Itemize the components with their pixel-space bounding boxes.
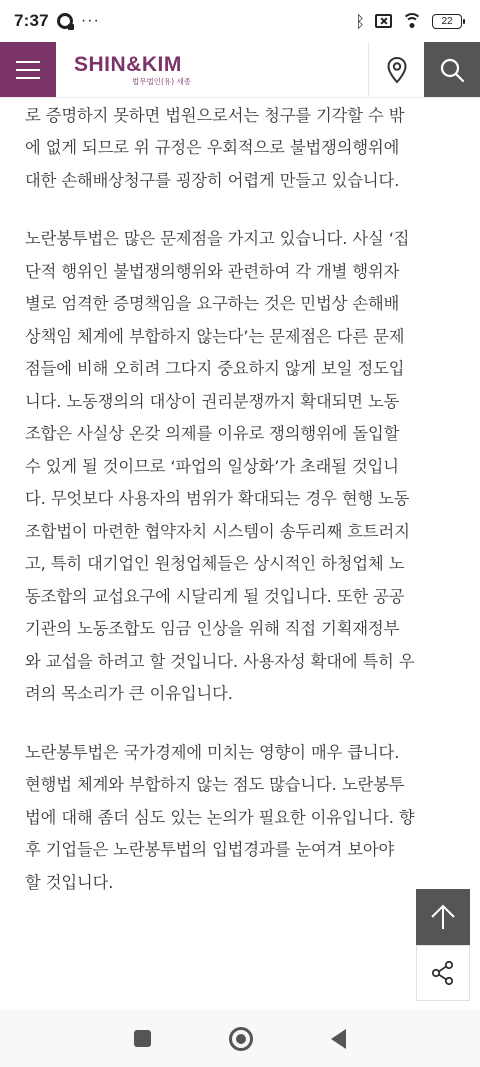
site-logo[interactable]	[56, 42, 368, 97]
paragraph-line: 단적 행위인 불법쟁의행위와 관련하여 각 개별 행위자	[25, 261, 400, 281]
paragraph-line: 법에 대해 좀더 심도 있는 논의가 필요한 이유입니다. 향	[25, 807, 415, 827]
status-time: 7:37	[14, 11, 49, 30]
paragraph-line: 니다. 노동쟁의의 대상이 권리분쟁까지 확대되면 노동	[25, 391, 400, 411]
search-button[interactable]	[424, 42, 480, 97]
arrow-up-icon	[429, 902, 457, 932]
paragraph-line: 려의 목소리가 큰 이유입니다.	[25, 684, 233, 703]
location-button[interactable]	[368, 42, 424, 97]
paragraph-line: 노란봉투법은 국가경제에 미치는 영향이 매우 큽니다.	[25, 742, 400, 762]
paragraph-line: 후 기업들은 노란봉투법의 입법경과를 눈여겨 보아야	[25, 840, 395, 859]
site-header	[0, 42, 480, 97]
menu-icon	[16, 69, 40, 71]
article-paragraph	[25, 97, 455, 197]
status-bar	[0, 0, 480, 42]
logo-sub: 법무법인(유) 세종	[132, 76, 191, 86]
app-notification-icon	[57, 13, 73, 29]
menu-icon	[16, 61, 40, 63]
search-icon	[438, 56, 466, 84]
more-notifications-icon: ···	[80, 12, 100, 29]
paragraph-line: 다. 무엇보다 사용자의 범위가 확대되는 경우 현행 노동	[25, 489, 410, 508]
paragraph-line: 고, 특히 대기업인 원청업체들은 상시적인 하청업체 노	[25, 554, 405, 573]
system-nav-bar	[0, 1010, 480, 1067]
paragraph-line: 수 있게 될 것이므로 ‘파업의 일상화’가 초래될 것입니	[25, 456, 399, 476]
menu-icon	[16, 77, 40, 79]
share-icon	[430, 960, 456, 986]
article-paragraph	[25, 223, 455, 711]
paragraph-line: 대한 손해배상청구를 굉장히 어렵게 만들고 있습니다.	[25, 170, 400, 190]
location-pin-icon	[386, 56, 408, 84]
mute-icon	[375, 14, 392, 28]
wifi-icon	[402, 13, 422, 29]
paragraph-line: 현행법 체계와 부합하지 않는 점도 많습니다. 노란봉투	[25, 775, 405, 794]
paragraph-line: 조합법이 마련한 협약자치 시스템이 송두리째 흐트러지	[25, 521, 410, 541]
paragraph-line: 기관의 노동조합도 임금 인상을 위해 직접 기획재정부	[25, 619, 400, 638]
home-button[interactable]	[229, 1027, 253, 1051]
battery-icon: 22	[432, 14, 462, 29]
paragraph-line: 상책임 체계에 부합하지 않는다’는 문제점은 다른 문제	[25, 326, 405, 346]
logo-main: SHIN&KIM	[74, 52, 182, 76]
paragraph-line: 노란봉투법은 많은 문제점을 가지고 있습니다. 사실 ‘집	[25, 229, 410, 248]
menu-button[interactable]	[0, 42, 56, 97]
recent-apps-button[interactable]	[134, 1030, 151, 1047]
paragraph-line: 에 없게 되므로 위 규정은 우회적으로 불법쟁의행위에	[25, 138, 400, 157]
share-button[interactable]	[416, 945, 470, 1001]
paragraph-line: 할 것입니다.	[25, 872, 114, 892]
status-right	[355, 12, 462, 31]
status-left	[14, 11, 100, 31]
paragraph-line: 점들에 비해 오히려 그다지 중요하지 않게 보일 정도입	[25, 359, 405, 378]
paragraph-line: 로 증명하지 못하면 법원으로서는 청구를 기각할 수 밖	[25, 105, 405, 125]
paragraph-line: 와 교섭을 하려고 할 것입니다. 사용자성 확대에 특히 우	[25, 651, 415, 671]
back-button[interactable]	[331, 1029, 346, 1049]
paragraph-line: 별로 엄격한 증명책임을 요구하는 것은 민법상 손해배	[25, 294, 400, 313]
scroll-top-button[interactable]	[416, 889, 470, 945]
article-paragraph	[25, 737, 455, 900]
bluetooth-icon: ᛒ	[355, 11, 365, 31]
article-body	[25, 97, 455, 925]
paragraph-line: 동조합의 교섭요구에 시달리게 될 것입니다. 또한 공공	[25, 586, 405, 606]
article-content	[0, 97, 480, 1010]
paragraph-line: 조합은 사실상 온갖 의제를 이유로 쟁의행위에 돌입할	[25, 424, 400, 443]
